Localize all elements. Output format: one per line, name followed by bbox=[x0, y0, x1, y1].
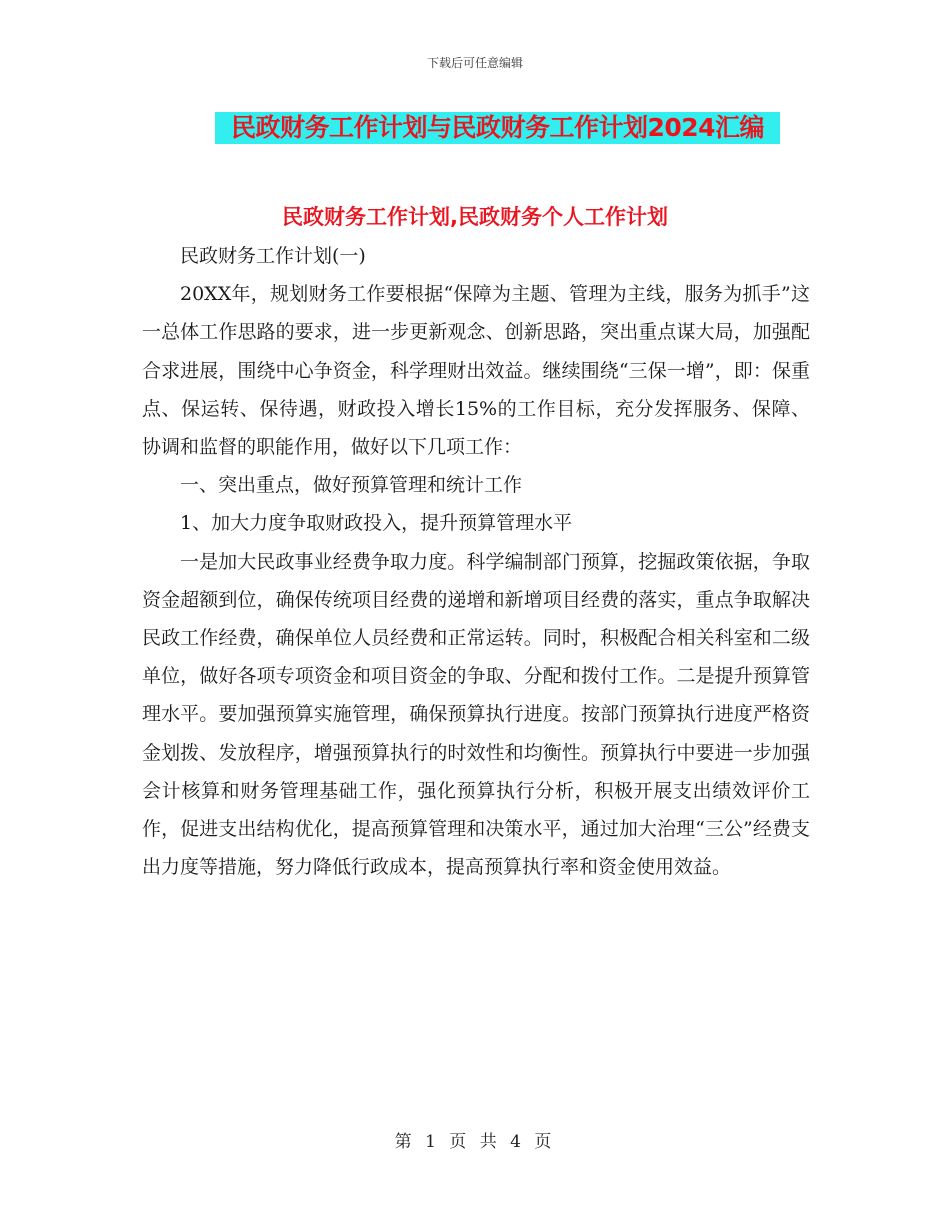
paragraph-budget: 一是加大民政事业经费争取力度。科学编制部门预算，挖掘政策依据，争取资金超额到位，确保传统项目经费的递增和新增项目经费的落实，重点争取解决民政工作经费，确保单位人员经费和正常运转。同时，积极配合相关科室和二级单位，做好各项专项资金和项目资金的争取、分配和拨付工作。二是提升预算管理水平。要加强预算实施管理，确保预算执行进度。按部门预算执行进度严格资金划拨、发放程序，增强预算执行的时效性和均衡性。预算执行中要进一步加强会计核算和财务管理基础工作，强化预算执行分析，积极开展支出绩效评价工作，促进支出结构优化，提高预算管理和决策水平，通过加大治理“三公”经费支出力度等措施，努力降低行政成本，提高预算执行率和资金使用效益。 bbox=[142, 550, 810, 879]
page-number: 第 1 页 共 4 页 bbox=[394, 1132, 556, 1152]
section-heading-1: 一、突出重点，做好预算管理和统计工作 bbox=[180, 474, 523, 497]
paragraph-intro: 20XX年，规划财务工作要根据“保障为主题、管理为主线，服务为抓手”这一总体工作思路的要求，进一步更新观念、创新思路，突出重点谋大局，加强配合求进展，围绕中心争资金，科学理财出效益。继续围绕“三保一增”，即：保重点、保运转、保待遇，财政投入增长15%的工作目标，充分发挥服务、保障、协调和监督的职能作用，做好以下几项工作： bbox=[142, 283, 810, 459]
header-note: 下载后可任意编辑 bbox=[426, 56, 523, 70]
section-heading: 民政财务工作计划(一) bbox=[180, 245, 366, 267]
subsection-heading-1-1: 1、加大力度争取财政投入，提升预算管理水平 bbox=[180, 512, 573, 535]
document-title: 民政财务工作计划与民政财务工作计划2024汇编 bbox=[215, 112, 780, 144]
document-subtitle: 民政财务工作计划,民政财务个人工作计划 bbox=[282, 205, 668, 229]
document-body bbox=[142, 218, 810, 886]
